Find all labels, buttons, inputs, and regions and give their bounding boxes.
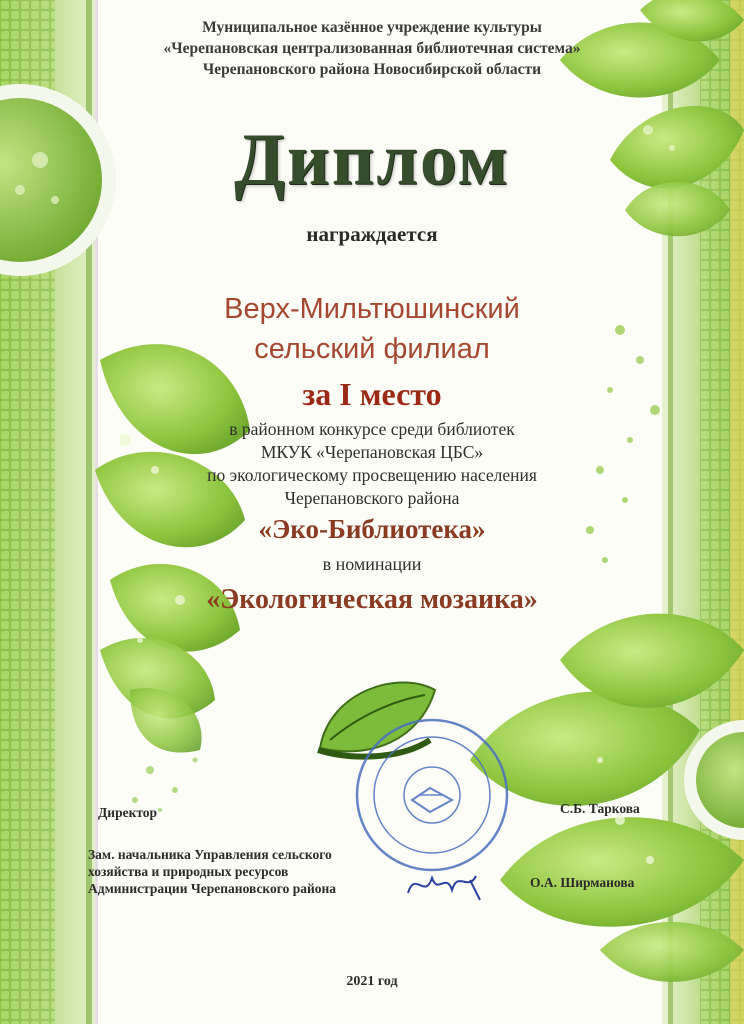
deputy-title-line-2: хозяйства и природных ресурсов [88, 864, 289, 879]
deputy-title-line-1: Зам. начальника Управления сельского [88, 847, 332, 862]
diploma-title: Диплом [234, 119, 510, 201]
deputy-title-line-3: Администрации Черепановского района [88, 881, 337, 896]
year-text: 2021 год [346, 974, 398, 989]
director-title: Директор [98, 805, 158, 820]
nomination-name: «Экологическая мозаика» [206, 584, 538, 615]
description-line-1: в районном конкурсе среди библиотек [229, 419, 515, 439]
round-stamp [357, 720, 507, 870]
header-line-2: «Черепановская централизованная библиотечная система» [163, 40, 581, 57]
signature-mark [408, 876, 480, 900]
description-line-4: Черепановского района [284, 488, 460, 508]
deputy-name: О.А. Ширманова [530, 875, 635, 890]
awarded-label: награждается [306, 222, 438, 246]
recipient-line-2: сельский филиал [254, 333, 490, 365]
header-line-3: Черепановского района Новосибирской области [202, 61, 542, 78]
description-line-3: по экологическому просвещению населения [207, 465, 537, 485]
contest-name: «Эко-Библиотека» [258, 514, 486, 544]
header-line-1: Муниципальное казённое учреждение культуры [202, 19, 542, 36]
nomination-label: в номинации [322, 554, 422, 574]
bottom-right-leaves [470, 614, 744, 982]
place-text: за I место [302, 376, 442, 412]
recipient-line-1: Верх-Мильтюшинский [224, 293, 520, 325]
director-name: С.Б. Таркова [560, 801, 640, 816]
description-line-2: МКУК «Черепановская ЦБС» [260, 442, 484, 462]
